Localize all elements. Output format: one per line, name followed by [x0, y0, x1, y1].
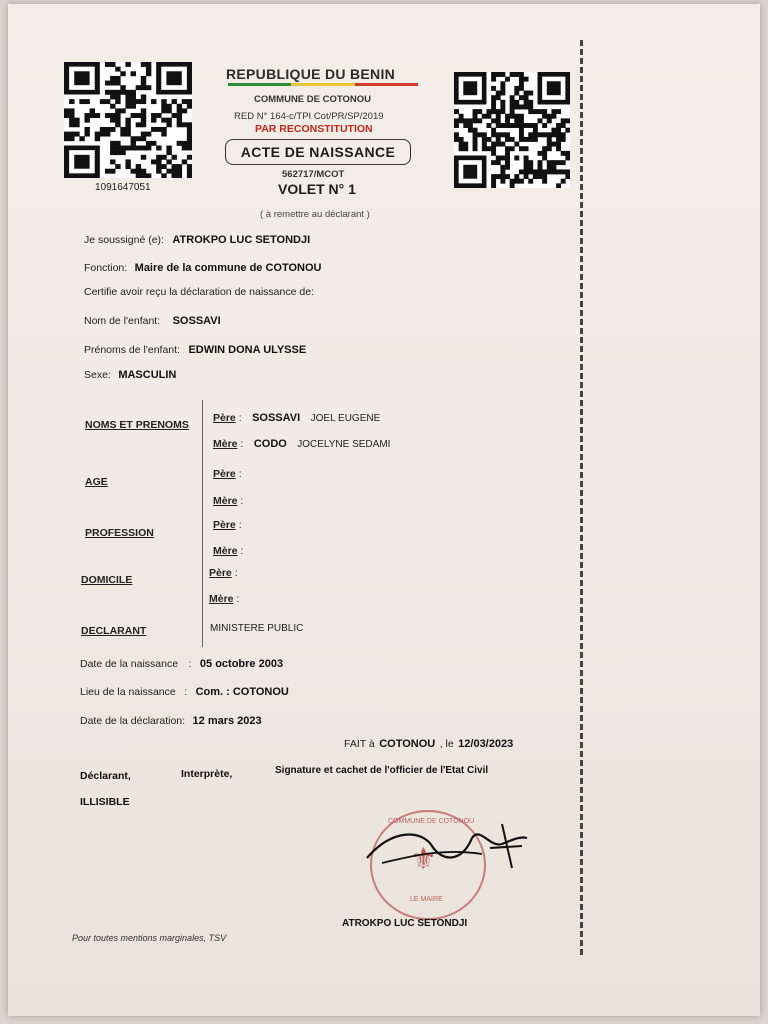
- perforation-line: [580, 40, 583, 955]
- mere-label: Mère: [213, 545, 238, 557]
- mere-nom: CODO: [253, 438, 287, 450]
- reconstitution-label: PAR RECONSTITUTION: [255, 123, 373, 135]
- left-qr-number: 1091647051: [95, 182, 151, 193]
- pere-nom-row: [213, 408, 380, 426]
- date-declaration-label: Date de la déclaration:: [80, 715, 186, 727]
- colon: :: [235, 468, 242, 480]
- colon: :: [237, 438, 244, 450]
- nom-label: Nom de l'enfant:: [84, 315, 161, 327]
- officer-name: ATROKPO LUC SETONDJI: [342, 918, 468, 929]
- colon: :: [235, 412, 242, 424]
- sexe-value: MASCULIN: [118, 369, 177, 381]
- right-qr-code: [454, 72, 570, 188]
- mere-prenoms: JOCELYNE SEDAMI: [297, 439, 391, 450]
- remettre-note: ( à remettre au déclarant ): [260, 209, 370, 220]
- mere-profession-row: [213, 541, 243, 559]
- pere-prenoms: JOEL EUGENE: [310, 413, 381, 424]
- colon: :: [237, 545, 244, 557]
- declarant-value: MINISTERE PUBLIC: [210, 623, 304, 634]
- pere-label: Père: [213, 468, 236, 480]
- fonction-row: [84, 258, 322, 276]
- stamp-emblem-icon: ⚜: [410, 843, 437, 876]
- flag-yellow: [291, 83, 354, 86]
- mere-label: Mère: [209, 593, 234, 605]
- pere-profession-row: [213, 515, 242, 533]
- date-declaration-value: 12 mars 2023: [192, 715, 262, 727]
- fait-a-label: FAIT à: [344, 738, 375, 750]
- colon: :: [188, 658, 192, 670]
- nom-row: [84, 311, 221, 329]
- profession-label: PROFESSION: [85, 527, 154, 539]
- left-qr-code: [64, 62, 192, 178]
- document-title: ACTE DE NAISSANCE: [225, 139, 411, 165]
- flag-green: [228, 83, 291, 86]
- soussigne-value: ATROKPO LUC SETONDJI: [172, 234, 311, 246]
- prenoms-value: EDWIN DONA ULYSSE: [188, 344, 307, 356]
- fonction-value: Maire de la commune de COTONOU: [134, 262, 322, 274]
- lieu-naissance-value: Com. : COTONOU: [195, 686, 289, 698]
- noms-prenoms-label: NOMS ET PRENOMS: [85, 419, 189, 431]
- date-naissance-row: [80, 654, 283, 672]
- fonction-label: Fonction:: [84, 262, 128, 274]
- mere-label: Mère: [213, 495, 238, 507]
- stamp-bottom-text: LE MAIRE: [410, 896, 443, 903]
- sexe-row: [84, 365, 176, 383]
- sexe-label: Sexe:: [84, 369, 111, 381]
- date-declaration-row: [80, 711, 262, 729]
- fait-city: COTONOU: [379, 738, 436, 750]
- age-label: AGE: [85, 476, 108, 488]
- fait-le: , le: [439, 738, 454, 750]
- table-divider: [202, 400, 203, 647]
- lieu-naissance-label: Lieu de la naissance: [80, 686, 176, 698]
- mere-nom-row: [213, 434, 390, 452]
- commune-label: COMMUNE DE COTONOU: [254, 94, 371, 105]
- pere-domicile-row: [209, 563, 238, 581]
- interprete-label: Interprète,: [181, 768, 233, 780]
- marginal-mentions-note: Pour toutes mentions marginales, TSV: [72, 933, 227, 943]
- domicile-label: DOMICILE: [81, 574, 133, 586]
- certifie-text: Certifie avoir reçu la déclaration de naissance de:: [84, 286, 314, 298]
- mere-label: Mère: [213, 438, 238, 450]
- fait-row: [344, 734, 513, 752]
- date-naissance-label: Date de la naissance: [80, 658, 179, 670]
- colon: :: [231, 567, 238, 579]
- colon: :: [184, 686, 188, 698]
- colon: :: [237, 495, 244, 507]
- signature-label: Signature et cachet de l'officier de l'Etat Civil: [275, 765, 489, 776]
- republic-title: REPUBLIQUE DU BENIN: [226, 66, 396, 82]
- colon: :: [235, 519, 242, 531]
- handwritten-signature: [362, 818, 532, 878]
- pere-label: Père: [213, 412, 236, 424]
- lieu-naissance-row: [80, 682, 289, 700]
- colon: :: [233, 593, 240, 605]
- volet-label: VOLET N° 1: [278, 181, 356, 197]
- flag-stripe: [228, 83, 418, 86]
- document-number: 562717/MCOT: [282, 169, 345, 180]
- declarant-label: DECLARANT: [81, 625, 147, 637]
- mere-domicile-row: [209, 589, 239, 607]
- pere-label: Père: [209, 567, 232, 579]
- pere-nom: SOSSAVI: [252, 412, 301, 424]
- soussigne-row: [84, 230, 310, 248]
- prenoms-row: [84, 340, 306, 358]
- pere-label: Père: [213, 519, 236, 531]
- declarant-signature-label: Déclarant,: [80, 770, 131, 782]
- mere-age-row: [213, 491, 243, 509]
- fait-date: 12/03/2023: [458, 738, 514, 750]
- flag-red: [355, 83, 418, 86]
- stamp-top-text: COMMUNE DE COTONOU: [388, 818, 475, 825]
- nom-value: SOSSAVI: [172, 315, 221, 327]
- date-naissance-value: 05 octobre 2003: [199, 658, 284, 670]
- pere-age-row: [213, 464, 242, 482]
- reference-number: RED N° 164-c/TPI Cot/PR/SP/2019: [234, 111, 384, 122]
- illisible-label: ILLISIBLE: [80, 796, 130, 808]
- soussigne-label: Je soussigné (e):: [84, 234, 164, 246]
- prenoms-label: Prénoms de l'enfant:: [84, 344, 180, 356]
